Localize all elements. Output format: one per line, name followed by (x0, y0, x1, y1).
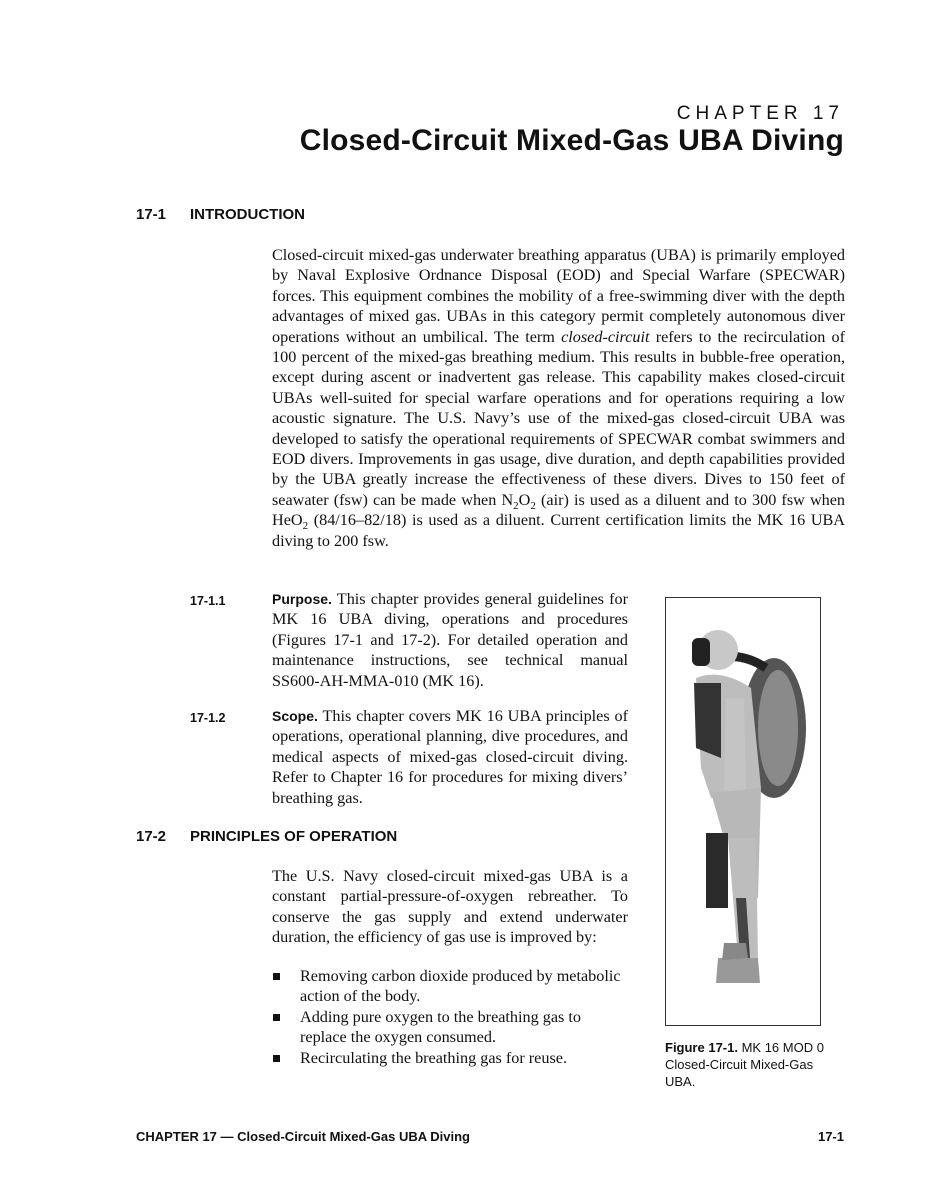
text: (air) is used as a diluent and to 300 fsw when HeO (272, 490, 846, 530)
list-item (272, 1007, 628, 1048)
intro-paragraph (272, 245, 845, 551)
list-item-text: Removing carbon dioxide produced by metabolic action of the body. (300, 967, 621, 1006)
text: O (518, 490, 531, 509)
italic-term: closed-circuit (561, 327, 650, 346)
run-in-heading: Scope. (272, 708, 318, 724)
list-item-text: Adding pure oxygen to the breathing gas to replace the oxygen consumed. (300, 1007, 581, 1047)
page-number: 17-1 (817, 1129, 844, 1144)
run-in-heading: Purpose. (272, 591, 332, 607)
subsection-number: 17-1.1 (190, 594, 226, 608)
text: Closed-circuit mixed-gas underwater breathing apparatus (UBA) is primarily employed by Naval Explosive Ordnance Disposal (EOD) and Special Warfare (SPECWAR) forces. This equipment combines the mobility of a free-swimming diver with the depth advantages of mixed gas. UBAs in this category permit completely autonomous diver operations without an umbilical. The term (272, 246, 845, 346)
figure-label: Figure 17-1. (665, 1040, 738, 1055)
section-number: 17-2 (136, 828, 167, 845)
scope-paragraph (272, 706, 628, 808)
principles-paragraph: The U.S. Navy closed-circuit mixed-gas UBA is a constant partial-pressure-of-oxygen rebreather. To conserve the gas supply and extend underwater duration, the efficiency of gas use is improved by: (272, 867, 628, 947)
text: This chapter provides general guidelines for MK 16 UBA diving, operations and procedures (Figures 17-1 and 17-2). For detailed operation and maintenance instructions, see technical manual SS600-AH-MMA-010 (MK 16). (272, 590, 628, 690)
chapter-label: CHAPTER 17 (676, 103, 844, 124)
section-heading: INTRODUCTION (190, 206, 305, 223)
bullet-square-icon (273, 1055, 280, 1062)
purpose-paragraph (272, 589, 628, 691)
text: This chapter covers MK 16 UBA principles of operations, operational planning, dive procedures, and medical aspects of mixed-gas closed-circuit diving. Refer to Chapter 16 for procedures for mixing divers’ breathing gas. (272, 707, 628, 807)
bullet-square-icon (273, 1014, 280, 1021)
bullet-square-icon (273, 973, 280, 980)
section-number: 17-1 (136, 206, 167, 223)
subscript: 2 (530, 500, 536, 513)
text: refers to the recirculation of 100 percent of the mixed-gas breathing medium. This results in bubble-free operation, except during ascent or inadvertent gas release. This capability makes closed-circuit UBAs well-suited for special warfare operations and for operations requiring a low acoustic signature. The U.S. Navy’s use of the mixed-gas closed-circuit UBA was developed to satisfy the operational requirements of SPECWAR combat swimmers and EOD divers. Improvements in gas usage, dive duration, and depth capabilities provided by the UBA greatly increase the effectiveness of these divers. Dives to 150 feet of seawater (fsw) can be made when N (272, 327, 846, 509)
list-item (272, 966, 628, 1007)
text: (84/16–82/18) is used as a diluent. Current certification limits the MK 16 UBA diving to 200 fsw. (272, 511, 845, 550)
section-heading: PRINCIPLES OF OPERATION (190, 828, 398, 845)
diver-photo (666, 598, 820, 1025)
figure-caption (665, 1039, 825, 1090)
subscript: 2 (513, 500, 519, 513)
caption-text: MK 16 MOD 0 Closed-Circuit Mixed-Gas UBA. (665, 1040, 824, 1089)
chapter-title: Closed-Circuit Mixed-Gas UBA Diving (299, 124, 844, 157)
subsection-number: 17-1.2 (190, 711, 226, 725)
subscript: 2 (302, 520, 309, 533)
footer-chapter-title: CHAPTER 17 — Closed-Circuit Mixed-Gas UBA Diving (136, 1129, 470, 1144)
figure-frame (665, 597, 821, 1026)
list-item (272, 1048, 628, 1068)
bullet-list (272, 966, 628, 1068)
list-item-text: Recirculating the breathing gas for reuse. (300, 1048, 567, 1067)
